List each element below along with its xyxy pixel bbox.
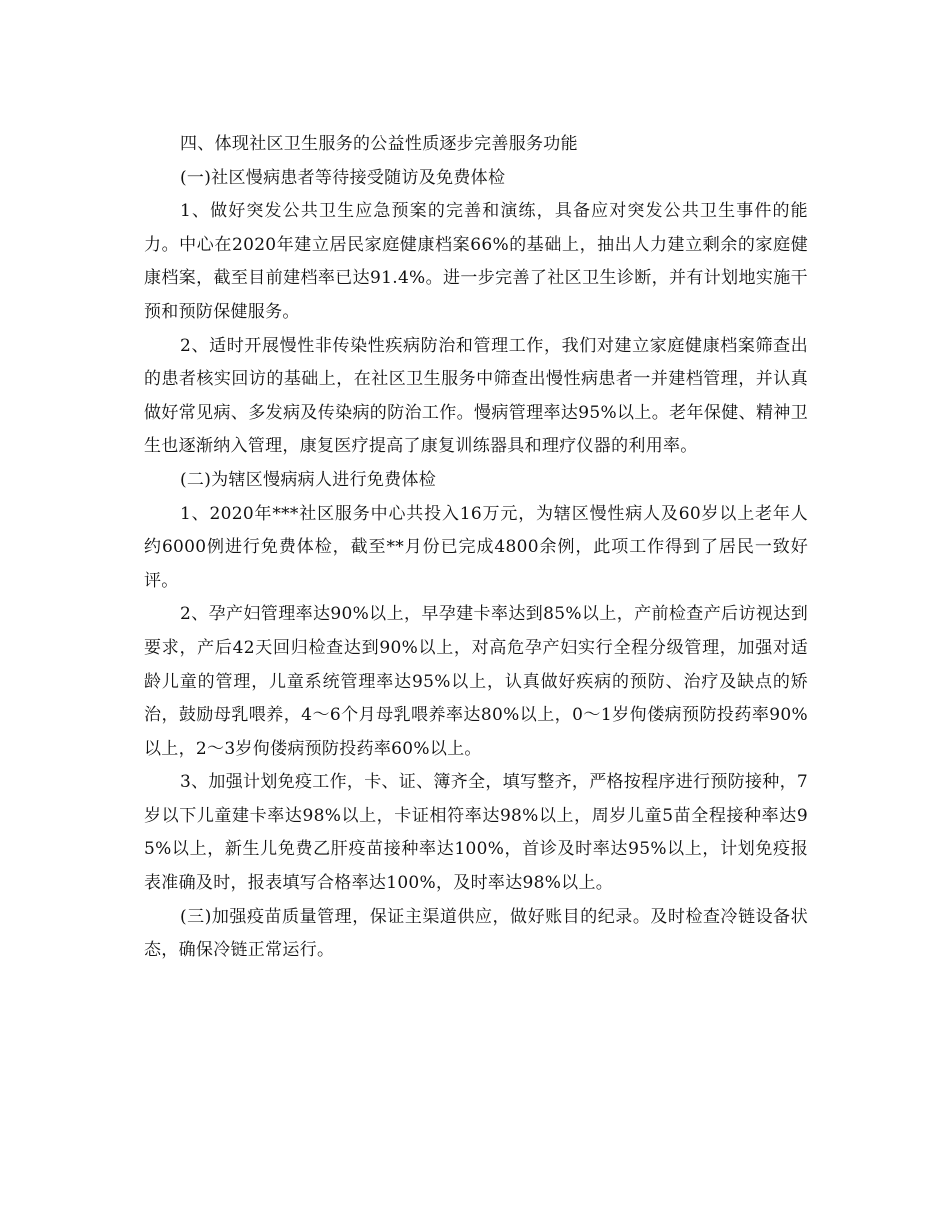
body-paragraph: 2、适时开展慢性非传染性疾病防治和管理工作，我们对建立家庭健康档案筛查出的患者核实回访的基础上，在社区卫生服务中筛查出慢性病患者一并建档管理，并认真做好常见病、多发病及传染病的防治工作。慢病管理率达95%以上。老年保健、精神卫生也逐渐纳入管理，康复医疗提高了康复训练器具和理疗仪器的利用率。 (144, 335, 808, 457)
body-paragraph: 1、2020年***社区服务中心共投入16万元，为辖区慢性病人及60岁以上老年人约6000例进行免费体检，截至**月份已完成4800余例，此项工作得到了居民一致好评。 (144, 503, 808, 591)
subsection-heading: (一)社区慢病患者等待接受随访及免费体检 (180, 167, 506, 188)
body-paragraph: 1、做好突发公共卫生应急预案的完善和演练，具备应对突发公共卫生事件的能力。中心在2020年建立居民家庭健康档案66%的基础上，抽出人力建立剩余的家庭健康档案，截至目前建档率已达91.4%。进一步完善了社区卫生诊断，并有计划地实施干预和预防保健服务。 (144, 201, 808, 322)
body-paragraph: (三)加强疫苗质量管理，保证主渠道供应，做好账目的纪录。及时检查冷链设备状态，确保冷链正常运行。 (144, 906, 808, 961)
body-paragraph: 2、孕产妇管理率达90%以上，早孕建卡率达到85%以上，产前检查产后访视达到要求，产后42天回归检查达到90%以上，对高危孕产妇实行全程分级管理，加强对适龄儿童的管理，儿童系统管理率达95%以上，认真做好疾病的预防、治疗及缺点的矫治，鼓励母乳喂养，4～6个月母乳喂养率达80%以上，0～1岁佝偻病预防投药率90%以上，2～3岁佝偻病预防投药率60%以上。 (144, 604, 808, 759)
subsection-heading: (二)为辖区慢病病人进行免费体检 (180, 469, 437, 490)
body-paragraph: 3、加强计划免疫工作，卡、证、簿齐全，填写整齐，严格按程序进行预防接种，7岁以下儿童建卡率达98%以上，卡证相符率达98%以上，周岁儿童5苗全程接种率达95%以上，新生儿免费乙肝疫苗接种率达100%，首诊及时率达95%以上，计划免疫报表准确及时，报表填写合格率达100%，及时率达98%以上。 (144, 772, 808, 894)
section-heading: 四、体现社区卫生服务的公益性质逐步完善服务功能 (180, 134, 578, 154)
document-body (144, 128, 808, 968)
